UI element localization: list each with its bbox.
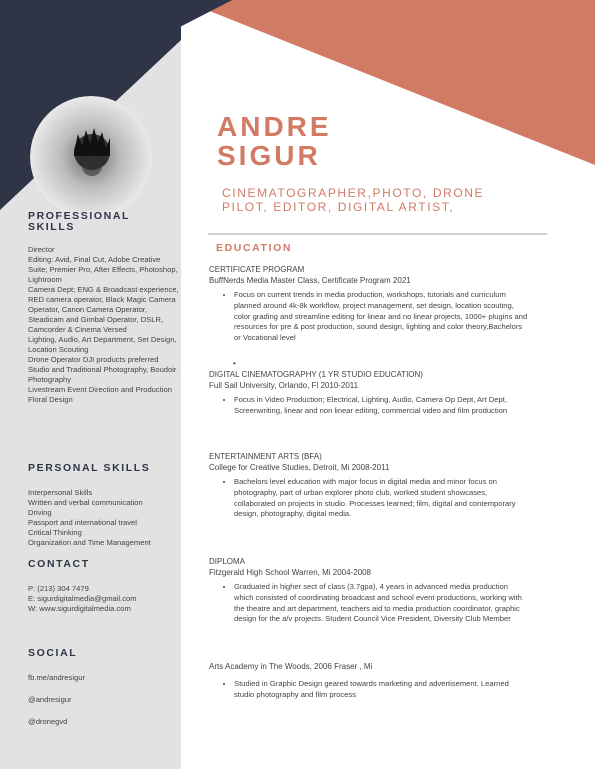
name-line-first: ANDRE [217,111,332,142]
education-entry [209,264,529,344]
list-item: Written and verbal communication [28,498,143,507]
bullet-item: • Bachelors level education with major focus in digital media and minor focus on photography, part of urban explorer photo club, worked student showcases, collaborated on projects in studio. Processes learned; film, digital and contemporary design, photography, digital media. [234,477,529,520]
entry-bullets [209,582,529,625]
website-link[interactable]: W: www.sigurdigitalmedia.com [28,604,131,613]
list-item: Organization and Time Management [28,538,151,547]
bullet-item: • Studied in Graphic Design geared towards marketing and advertisement. Learned studio photography and film process [234,679,529,701]
list-item: Driving [28,508,52,517]
profile-photo [30,96,152,218]
list-item: Drone Operator DJI products preferred [28,355,159,364]
entry-heading: CERTIFICATE PROGRAM [209,265,305,274]
education-title: EDUCATION [216,242,293,254]
entry-bullets [209,395,529,417]
list-item: Livestream Event Direction and Production [28,385,172,394]
entry-subheading: Full Sail University, Orlando, Fl 2010-2011 [209,381,359,390]
list-item: Passport and international travel [28,518,137,527]
entry-heading: DIPLOMA [209,557,246,566]
professional-skills-list [28,245,180,405]
education-entry [209,369,529,417]
bullet-item: • Focus on current trends in media production, workshops, tutorials and curriculum planned around 4k-8k workflow, project management, set design, location scouting, color grading and streamline editing for linear and no linear projects, 1000+ plugins and resources for pre & post production, sound design, lighting and color theory,Bachelors or Vocational level [234,290,529,344]
list-item: Lighting, Audio, Art Department, Set Design, Location Scouting [28,335,177,354]
education-entry [209,556,529,625]
entry-subheading: College for Creative Studies, Detroit, Mi 2008-2011 [209,463,390,472]
entry-heading: ENTERTAINMENT ARTS (BFA) [209,452,322,461]
education-entry [209,451,529,520]
entry-bullets [209,290,529,344]
social-handle-link[interactable]: @dronegvd [28,717,68,726]
name-line-last: SIGUR [217,140,321,171]
empty-bullet: • [233,359,236,368]
entry-heading: DIGITAL CINEMATOGRAPHY (1 YR STUDIO EDUCATION) [209,370,423,379]
email-link[interactable]: E: sigurdigitalmedia@gmail.com [28,594,137,603]
entry-subheading: BuffNerds Media Master Class, Certificate Program 2021 [209,276,411,285]
list-item: Studio and Traditional Photography, Boudoir Photography [28,365,177,384]
job-titles: CINEMATOGRAPHER,PHOTO, DRONE PILOT, EDITOR, DIGITAL ARTIST, [222,186,485,214]
entry-heading: Arts Academy in The Woods, 2006 Fraser , Mi [209,662,373,671]
education-entry [209,661,529,701]
list-item: Floral Design [28,395,73,404]
applicant-name [217,112,332,170]
facebook-link[interactable]: fb.me/andresigur [28,673,85,682]
social-title: SOCIAL [28,647,78,659]
social-list [28,673,180,727]
professional-skills-title: PROFESSIONAL SKILLS [28,210,130,233]
bullet-item: • Graduated in higher sect of class (3.7gpa), 4 years in advanced media production which consisted of coordinating broadcast and school event productions, working with the theatre and art department, teachers aid to media production coordinator, graphic design for the a/v projects. Student Council Vice President, Diversity Club Member [234,582,529,625]
list-item: Editing: Avid, Final Cut, Adobe Creative Suite; Premier Pro, After Effects, Photoshop, Lightroom [28,255,178,284]
list-item: Interpersonal Skills [28,488,93,497]
personal-skills-list [28,488,180,548]
entry-bullets [209,477,529,520]
list-item: Director [28,245,55,254]
entry-subheading: Fitzgerald High School Warren, Mi 2004-2008 [209,568,372,577]
phone-text: P: (213) 304 7479 [28,584,89,593]
list-item: Critical Thinking [28,528,82,537]
contact-title: CONTACT [28,558,90,570]
list-item: Camera Dept; ENG & Broadcast experience, RED camera operator, Black Magic Camera Operator, Canon Camera Operator, Steadicam and Gimbal Operator, DSLR, Camcorder & Cinema Versed [28,285,179,334]
bullet-item: • Focus in Video Production; Electrical, Lighting, Audio, Camera Op Dept, Art Dept, Screenwriting, linear and non linear editing, commercial video and film production [234,395,529,417]
contact-list [28,584,180,614]
personal-skills-title: PERSONAL SKILLS [28,462,151,474]
section-divider [208,233,547,235]
social-handle-link[interactable]: @andresigur [28,695,72,704]
entry-bullets [209,679,529,701]
